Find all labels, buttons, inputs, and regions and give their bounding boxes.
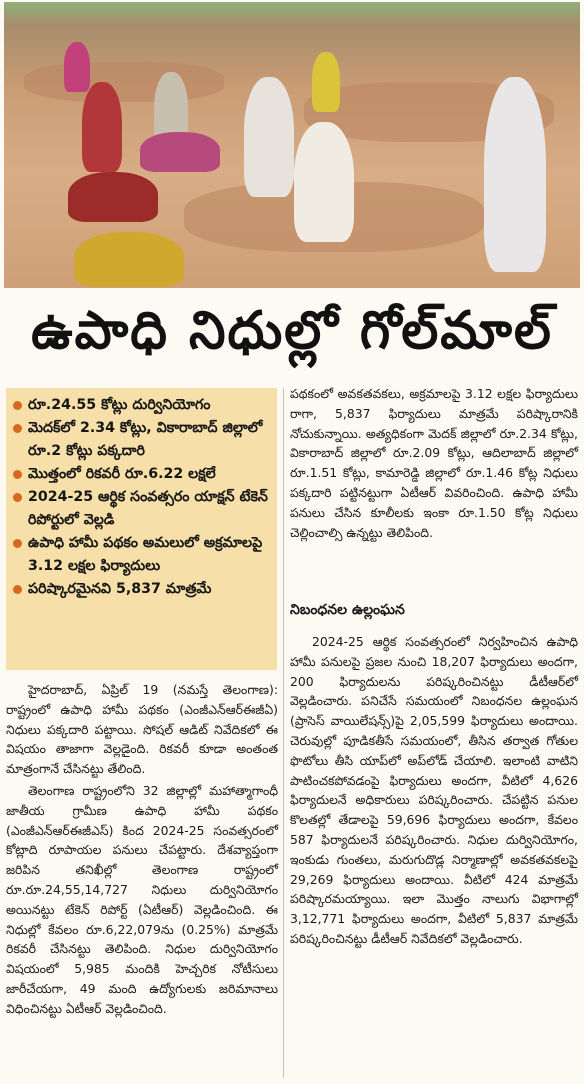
workers-photo [4, 2, 580, 288]
bullet-icon [13, 401, 22, 410]
paragraph: పథకంలో అవకతవకలు, అక్రమాలపై 3.12 లక్షల ఫిర్యాదులు రాగా, 5,837 ఫిర్యాదులు మాత్రమే పరిష్కారానికి నోచుకున్నాయి. అత్యధికంగా మెదక్ జిల్లాలో రూ.2.34 కోట్లు, వికారాబాద్ జిల్లాలో రూ.2.09 కోట్లు, ఆదిలాబాద్ జిల్లాలో రూ.1.51 కోట్లు, కామారెడ్డి జిల్లాలో రూ.1.46 కోట్ల నిధులు పక్కదారి పట్టినట్టుగా ఏటీఆర్ వివరించింది. ఉపాధి హామీ పనులు చేసిన కూలీలకు ఇంకా రూ.1.50 కోట్ల నిధులు చెల్లించాల్సి ఉన్నట్టు తెలిపింది. [290, 386, 578, 540]
highlight-item: 2024-25 ఆర్థిక సంవత్సరం యాక్షన్ టేకెన్ రిపోర్టులో వెల్లడి [12, 486, 271, 532]
bullet-icon [13, 424, 22, 433]
paragraph: తెలంగాణ రాష్ట్రంలోని 32 జిల్లాల్లో మహాత్మాగాంధీ జాతీయ గ్రామీణ ఉపాధి హామీ పథకం (ఎంజీఎన్ఆర్ఈజీఎస్) కింద 2024-25 సంవత్సరంలో కోట్లాది రూపాయల పనులు చేపట్టారు. దేశవ్యాప్తంగా జరిపిన తనిఖీల్లో తెలంగాణ రాష్ట్రంలో రూ.రూ.24,55,14,727 నిధులు దుర్వినియోగం అయినట్టు టేకెన్ రిపోర్ట్ (ఏటీఆర్) వెల్లడించింది. ఈ నిధుల్లో కేవలం రూ.6,22,079ను (0.25%) మాత్రమే రికవరీ చేసినట్టు తెలిపింది. నిధుల దుర్వినియోగం విషయంలో 5,985 మందికి హెచ్చరిక నోటీసులు జారీచేయగా, 49 మంది ఉద్యోగులకు జరిమానాలు విధించినట్టు ఏటీఆర్ వెల్లడించింది. [6, 782, 278, 1016]
column-divider [283, 388, 284, 1078]
bullet-icon [13, 470, 22, 479]
highlight-item: రూ.24.55 కోట్లు దుర్వినియోగం [12, 394, 271, 417]
right-column-lower-body [290, 632, 578, 949]
bullet-icon [13, 585, 22, 594]
paragraph: హైదరాబాద్, ఏప్రిల్ 19 (నమస్తే తెలంగాణ): రాష్ట్రంలో ఉపాధి హామీ పథకం (ఎంజీఎన్ఆర్ఈజీఏ) నిధులు పక్కదారి పట్టాయి. సోషల్ ఆడిట్ నివేదికలో ఈ విషయం తాజాగా వెల్లడైంది. రికవరీ కూడా అంతంత మాత్రంగానే చేసినట్టు తేలింది. [6, 682, 278, 777]
highlight-item: మొత్తంలో రికవరీ రూ.6.22 లక్షలే [12, 463, 271, 486]
highlight-item: ఉపాధి హామీ పథకం అమలులో అక్రమాలపై 3.12 లక్షల ఫిర్యాదులు [12, 532, 271, 578]
subheading: నిబంధనల ఉల్లంఘన [290, 602, 405, 618]
bullet-icon [13, 493, 22, 502]
bullet-icon [13, 539, 22, 548]
highlight-item: మెదక్‌లో 2.34 కోట్లు, వికారాబాద్ జిల్లాలో రూ.2 కోట్లు పక్కదారి [12, 417, 271, 463]
highlight-item: పరిష్కారమైనవి 5,837 మాత్రమే [12, 578, 271, 601]
highlights-box [6, 388, 277, 670]
paragraph: 2024-25 ఆర్థిక సంవత్సరంలో నిర్వహించిన ఉపాధి హామీ పనులపై ప్రజల నుంచి 18,207 ఫిర్యాదులు అందగా, 200 ఫిర్యాదులను పరిష్కరించినట్టు డీటీఆర్‌లో వెల్లడించారు. పనిచేసే సమయంలో నిబంధనల ఉల్లంఘన (ప్రాసెస్ వాయిలేషన్స్)పై 2,05,599 ఫిర్యాదులు అందాయి. చెరువుల్లో పూడికతీసే సమయంలో, తీసిన తర్వాత గోతుల ఫొటోలు తీసి యాప్‌లో అప్‌లోడ్ చేయాలి. ఇలాంటి వాటిని పాటించకపోవడంపై ఫిర్యాదులు అందగా, వీటిలో 4,626 ఫిర్యాదులనే అధికారులు పరిష్కరించారు. చేపట్టిన పనుల కొలతల్లో తేడాలపై 59,696 ఫిర్యాదులు అందగా, కేవలం 587 ఫిర్యాదులనే పరిష్కరించారు. నిధుల దుర్వినియోగం, ఇంకుడు గుంతలు, మరుగుదొడ్ల నిర్మాణాల్లో అవకతవకలపై 29,269 ఫిర్యాదులు అందాయి. వీటిలో 424 మాత్రమే పరిష్కారమయ్యాయి. ఇలా మొత్తం నాలుగు విభాగాల్లో 3,12,771 ఫిర్యాదులు అందగా, వీటిలో 5,837 మాత్రమే పరిష్కరించినట్టు డీటీఆర్ నివేదికలో వెల్లడించారు. [290, 634, 578, 946]
right-column-body [290, 384, 578, 542]
left-column-body [6, 680, 278, 1019]
headline: ఉపాధి నిధుల్లో గోల్‌మాల్ [31, 300, 553, 361]
